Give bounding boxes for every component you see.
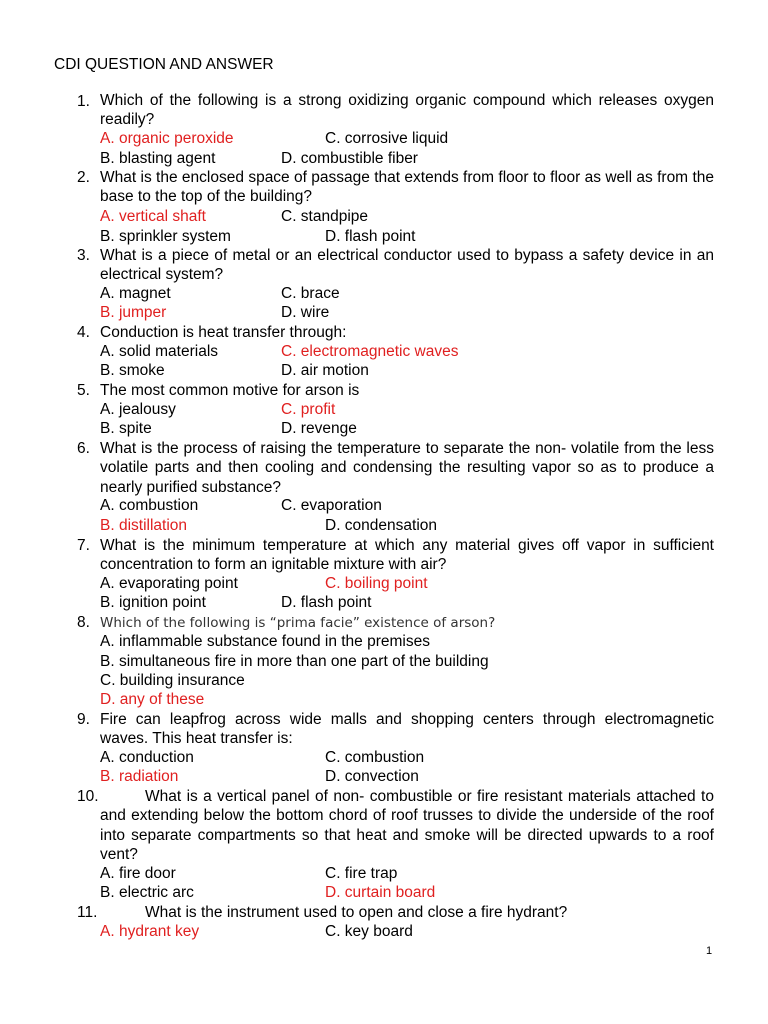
option: D. wire xyxy=(281,304,330,321)
option: A. combustion xyxy=(100,497,199,514)
option: B. electric arc xyxy=(100,884,194,901)
answer-option: B. jumper xyxy=(100,304,167,321)
answer-option: A. organic peroxide xyxy=(100,130,234,147)
question-number: 4. xyxy=(77,324,90,341)
option: B. spite xyxy=(100,420,152,437)
question-number: 11. xyxy=(77,904,98,921)
answer-option: D. any of these xyxy=(100,691,205,708)
answer-option: B. distillation xyxy=(100,517,188,534)
option: B. blasting agent xyxy=(100,150,216,167)
question-number: 1. xyxy=(77,93,90,110)
option: B. ignition point xyxy=(100,594,206,611)
page-title: CDI QUESTION AND ANSWER xyxy=(54,56,274,73)
answer-option: C. boiling point xyxy=(325,575,428,592)
question-number: 6. xyxy=(77,440,90,457)
option: A. fire door xyxy=(100,865,176,882)
question-text: What is a piece of metal or an electrical conductor used to bypass a safety device in an electrical system? xyxy=(100,247,714,284)
question-text: What is the process of raising the temperature to separate the non- volatile from the less volatile parts and then cooling and condensing the resulting vapor so as to produce a nearly purified substance? xyxy=(100,440,714,496)
option: C. fire trap xyxy=(325,865,398,882)
option: C. combustion xyxy=(325,749,425,766)
option: D. combustible fiber xyxy=(281,150,418,167)
question-text: What is the minimum temperature at which any material gives off vapor in sufficient concentration to form an ignitable mixture with air? xyxy=(100,537,714,574)
question-text: Which of the following is “prima facie” existence of arson? xyxy=(100,615,496,631)
question-text: What is the instrument used to open and close a fire hydrant? xyxy=(145,904,568,921)
option: D. revenge xyxy=(281,420,357,437)
option: D. condensation xyxy=(325,517,438,534)
question-text: Which of the following is a strong oxidizing organic compound which releases oxygen readily? xyxy=(100,92,714,129)
question-number: 9. xyxy=(77,711,90,728)
option: C. corrosive liquid xyxy=(325,130,449,147)
option: A. inflammable substance found in the premises xyxy=(100,633,430,650)
option: B. simultaneous fire in more than one part of the building xyxy=(100,653,489,670)
option: D. convection xyxy=(325,768,419,785)
question-text: What is a vertical panel of non- combustible or fire resistant materials attached to and extending below the bottom chord of roof trusses to divide the underside of the roof into separate compartments so that heat and smoke will be directed upwards to a roof vent? xyxy=(100,788,714,864)
question-number: 2. xyxy=(77,169,90,186)
option: C. evaporation xyxy=(281,497,382,514)
option: A. evaporating point xyxy=(100,575,238,592)
page-number: 1 xyxy=(706,945,713,957)
answer-option: C. profit xyxy=(281,401,336,418)
option: D. air motion xyxy=(281,362,369,379)
answer-option: B. radiation xyxy=(100,768,179,785)
question-text: The most common motive for arson is xyxy=(100,382,360,399)
question-number: 3. xyxy=(77,247,90,264)
question-text: What is the enclosed space of passage that extends from floor to floor as well as from the base to the top of the building? xyxy=(100,169,714,206)
option: C. standpipe xyxy=(281,208,369,225)
option: A. solid materials xyxy=(100,343,219,360)
question-text: Fire can leapfrog across wide malls and shopping centers through electromagnetic waves. This heat transfer is: xyxy=(100,711,714,748)
question-number: 8. xyxy=(77,614,90,631)
option: D. flash point xyxy=(325,228,416,245)
option: A. jealousy xyxy=(100,401,176,418)
question-text: Conduction is heat transfer through: xyxy=(100,324,347,341)
question-number: 5. xyxy=(77,382,90,399)
option: C. key board xyxy=(325,923,413,940)
option: B. sprinkler system xyxy=(100,228,231,245)
answer-option: A. vertical shaft xyxy=(100,208,206,225)
question-number: 10. xyxy=(77,788,99,805)
answer-option: C. electromagnetic waves xyxy=(281,343,459,360)
question-number: 7. xyxy=(77,537,90,554)
option: D. flash point xyxy=(281,594,372,611)
answer-option: D. curtain board xyxy=(325,884,436,901)
option: A. magnet xyxy=(100,285,171,302)
option: C. building insurance xyxy=(100,672,245,689)
option: A. conduction xyxy=(100,749,194,766)
answer-option: A. hydrant key xyxy=(100,923,200,940)
option: B. smoke xyxy=(100,362,165,379)
option: C. brace xyxy=(281,285,340,302)
